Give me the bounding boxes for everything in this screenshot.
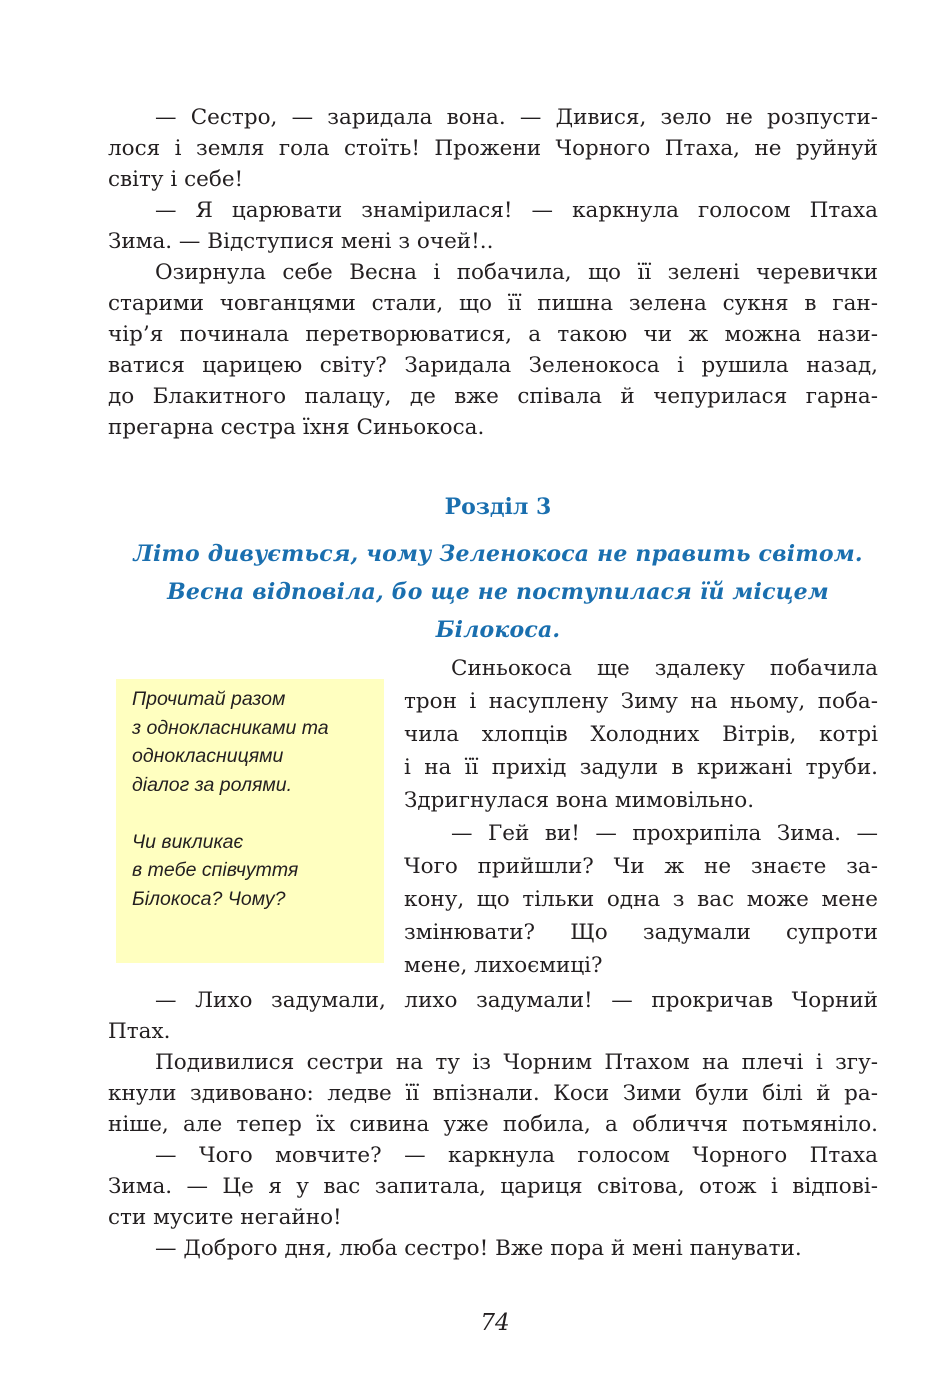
reading-task-line: Прочитай разом [132, 688, 286, 710]
section-subtitle-line: Білокоса. [435, 617, 561, 643]
text-line: Зима. — Це я у вас запитала, цариця світова, отож і відпові- [108, 1174, 878, 1199]
text-line: кнули здивовано: ледве її впізнали. Коси Зими були білі й ра- [108, 1081, 878, 1106]
reading-task-line: однокласницями [132, 745, 284, 767]
text-line: лося і земля гола стоїть! Прожени Чорного Птаха, не руйнуй [108, 136, 878, 161]
text-line: — Сестро, — заридала вона. — Дивися, зело не розпусти- [155, 105, 878, 130]
text-line: Подивилися сестри на ту із Чорним Птахом на плечі і згу- [155, 1050, 878, 1075]
reading-task-line: в тебе співчуття [132, 859, 299, 881]
text-line: чила хлопців Холодних Вітрів, котрі [404, 722, 878, 747]
reading-task-box [116, 679, 384, 963]
text-line: чір’я починала перетворюватися, а такою чи ж можна нази- [108, 322, 878, 347]
text-line: — Доброго дня, люба сестро! Вже пора й мені панувати. [155, 1236, 802, 1261]
text-line: Зима. — Відступися мені з очей!.. [108, 229, 494, 254]
text-line: ніше, але тепер їх сивина уже побила, а обличчя потьмяніло. [108, 1112, 878, 1137]
section-subtitle-line: Весна відповіла, бо ще не поступилася їй місцем [167, 579, 829, 605]
text-line: ватися царицею світу? Заридала Зеленокоса і рушила назад, [108, 353, 878, 378]
text-line: Здригнулася вона мимовільно. [404, 788, 755, 813]
text-line: змінювати? Що задумали супроти [404, 920, 878, 945]
text-line: трон і насуплену Зиму на ньому, поба- [404, 689, 878, 714]
text-line: до Блакитного палацу, де вже співала й чепурилася гарна- [108, 384, 878, 409]
reading-task-line: Чи викликає [132, 830, 244, 853]
page-number: 74 [480, 1310, 510, 1336]
section-title: Розділ 3 [444, 494, 552, 520]
text-line: кону, що тільки одна з вас може мене [404, 887, 878, 912]
text-line: старими човганцями стали, що її пишна зелена сукня в ган- [108, 291, 878, 316]
text-line: сти мусите негайно! [108, 1205, 342, 1230]
text-line: Птах. [108, 1019, 171, 1044]
text-line: мене, лихоємиці? [404, 953, 603, 978]
text-line: — Я царювати знамірилася! — каркнула голосом Птаха [155, 198, 878, 223]
text-line: Чого прийшли? Чи ж не знаєте за- [404, 854, 878, 879]
text-line: — Чого мовчите? — каркнула голосом Чорного Птаха [155, 1143, 878, 1168]
section-subtitle-line: Літо дивується, чому Зеленокоса не править світом. [133, 541, 863, 567]
reading-task-line: діалог за ролями. [132, 773, 293, 796]
text-line: світу і себе! [108, 167, 244, 192]
text-line: прегарна сестра їхня Синьокоса. [108, 415, 485, 440]
reading-task-line: з однокласниками та [132, 716, 329, 739]
text-line: — Лихо задумали, лихо задумали! — прокричав Чорний [155, 988, 878, 1013]
reading-task-line: Білокоса? Чому? [132, 887, 286, 910]
text-line: Озирнула себе Весна і побачила, що її зелені черевички [155, 260, 878, 285]
text-line: — Гей ви! — прохрипіла Зима. — [451, 821, 878, 846]
text-line: Синьокоса ще здалеку побачила [451, 656, 878, 681]
text-line: і на її прихід задули в крижані труби. [404, 755, 878, 780]
